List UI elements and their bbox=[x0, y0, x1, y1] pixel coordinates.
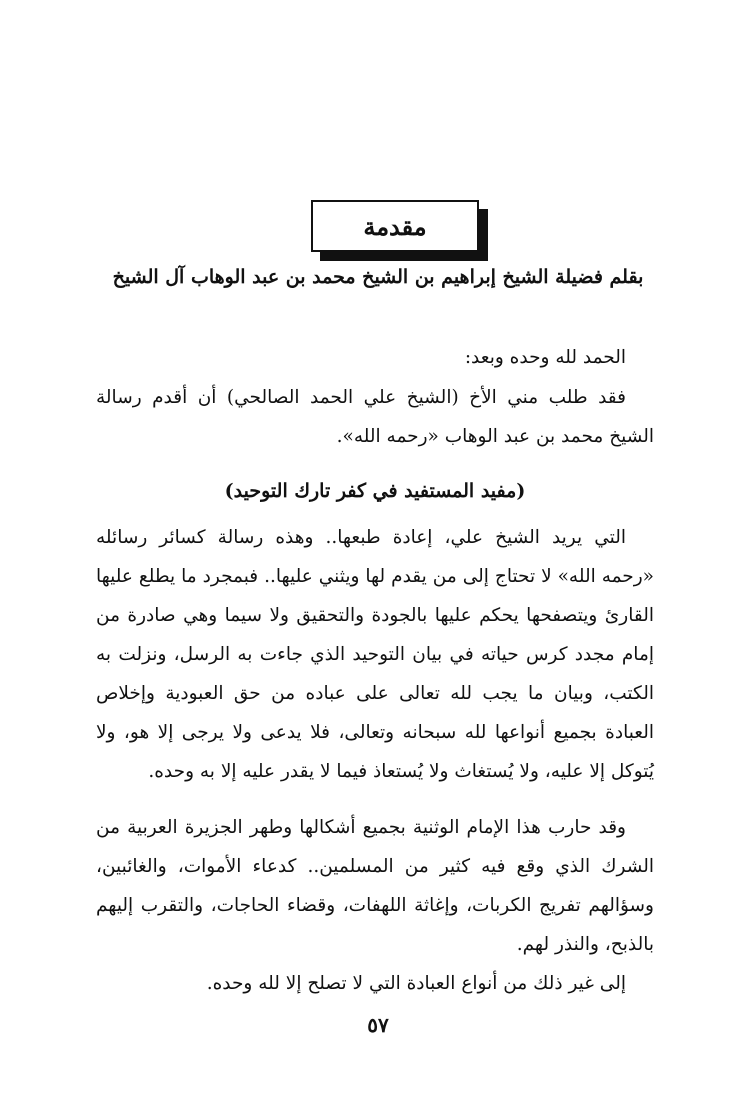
second-paragraph: وقد حارب هذا الإمام الوثنية بجميع أشكالها وطهر الجزيرة العربية من الشرك الذي وقع فيه كثير من المسلمين.. كدعاء الأموات، والغائبين، وسؤالهم تفريج الكربات، وإغاثة اللهفات، وقضاء الحاجات، والتقرب إليهم بالذبح، والنذر لهم. bbox=[96, 817, 654, 955]
title-box bbox=[311, 200, 479, 252]
title-frame bbox=[311, 200, 481, 254]
salutation-paragraph: الحمد لله وحده وبعد: bbox=[464, 347, 626, 368]
third-paragraph: إلى غير ذلك من أنواع العبادة التي لا تصلح إلا لله وحده. bbox=[206, 973, 626, 994]
main-paragraph: التي يريد الشيخ علي، إعادة طبعها.. وهذه رسالة كسائر رسائله «رحمه الله» لا تحتاج إلى من يقدم لها ويثني عليها.. فبمجرد ما يطلع عليها القارئ ويتصفحها يحكم عليها بالجودة والتحقيق ولا سيما وهي صادرة من إمام مجدد كرس حياته في بيان التوحيد الذي جاءت به الرسل، ونزلت به الكتب، وبيان ما يجب لله تعالى على عباده من حق العبودية وإخلاص العبادة بجميع أنواعها لله سبحانه وتعالى، فلا يدعى ولا يرجى إلا هو، ولا يُتوكل إلا عليه، ولا يُستغاث ولا يُستعاذ فيما لا يقدر عليه إلا به وحده. bbox=[96, 527, 654, 782]
page-number: ٥٧ bbox=[367, 1013, 389, 1037]
book-title: (مفيد المستفيد في كفر تارك التوحيد) bbox=[224, 480, 526, 502]
page-title: مقدمة bbox=[363, 211, 427, 241]
author-line: بقلم فضيلة الشيخ إبراهيم بن الشيخ محمد بن عبد الوهاب آل الشيخ bbox=[112, 266, 644, 288]
request-paragraph: فقد طلب مني الأخ (الشيخ علي الحمد الصالحي) أن أقدم رسالة الشيخ محمد بن عبد الوهاب «رحمه الله». bbox=[96, 387, 654, 447]
